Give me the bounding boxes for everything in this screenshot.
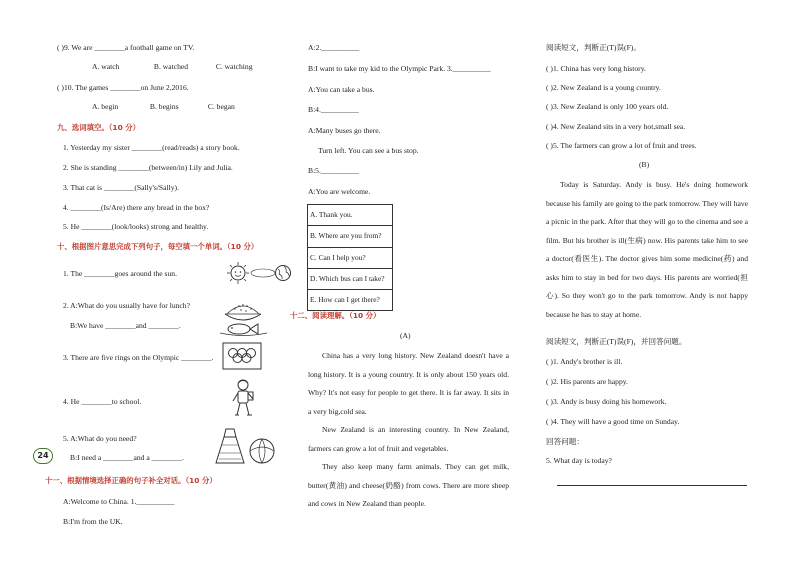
dialog-line: A:You are welcome.: [308, 187, 371, 196]
sec11-item: A:Welcome to China. 1.__________: [63, 497, 175, 506]
skirt-ball-picture: [214, 425, 280, 467]
sun-icon: [227, 262, 249, 284]
q10-option-c: C. began: [207, 102, 235, 111]
q9-options: [92, 62, 253, 72]
sec10-item: B:We have ________and ________.: [70, 321, 181, 330]
sec11-item: B:I'm from the UK.: [63, 517, 123, 526]
choice-d: D. Which bus can I take?: [308, 269, 392, 290]
q9-stem: ( )9. We are ________a football game on TV.: [57, 43, 195, 52]
instruction-a: 阅读短文，判断正(T)误(F)。: [546, 43, 641, 52]
walking-boy-picture: [229, 377, 259, 422]
passage-a-paragraph: China has a very long history. New Zealand doesn't have a long history. It is a young country. It is only about 150 years old. Why? It's not easy for people to get there. It is far away. It sits in a very big,cold sea.: [308, 351, 509, 416]
sec10-item: B:I need a ________and a ________.: [70, 453, 184, 462]
dialog-line: A:Many buses go there.: [308, 126, 381, 135]
sec10-item: 3. There are five rings on the Olympic ________.: [63, 353, 214, 362]
tf-a-item: ( )3. New Zealand is only 100 years old.: [546, 102, 669, 111]
sec10-item: 5. A:What do you need?: [63, 434, 137, 443]
section-9-title: 九、选词填空。（10 分）: [57, 123, 141, 132]
rice-bowl-icon: [225, 304, 261, 320]
passage-a-paragraph: They also keep many farm animals. They can get milk, butter(黄油) and cheese(奶酪) from cows. There are more sheep and cows in New Zealand than people.: [308, 462, 509, 508]
page-number: 24: [33, 448, 53, 464]
tf-b-item: ( )4. They will have a good time on Sunday.: [546, 417, 680, 426]
q10-stem: ( )10. The games ________on June 2,2016.: [57, 83, 189, 92]
tf-a-item: ( )4. New Zealand sits in a very hot,small sea.: [546, 122, 686, 131]
instruction-b: 阅读短文，判断正(T)误(F)，并回答问题。: [546, 337, 687, 346]
lunch-picture: [215, 296, 275, 338]
q9-option-b: B. watched: [153, 62, 189, 71]
olympic-rings-icon: [229, 349, 256, 363]
q10-option-b: B. begins: [149, 102, 179, 111]
olympic-flag-picture: [222, 342, 262, 370]
choice-b: B. Where are you from?: [308, 226, 392, 247]
tf-b-item: ( )3. Andy is busy doing his homework.: [546, 397, 667, 406]
fish-icon: [220, 324, 267, 336]
answer-line: [557, 485, 747, 486]
dialog-line: A:You can take a bus.: [308, 85, 375, 94]
dialog-line: Turn left. You can see a bus stop.: [318, 146, 419, 155]
passage-a-paragraph: New Zealand is an interesting country. In New Zealand, farmers can grow a lot of fruit and vegetables.: [308, 425, 509, 453]
section-11-title: 十一、根据情境选择正确的句子补全对话。（10 分）: [45, 476, 217, 485]
passage-a-label: (A): [400, 331, 411, 340]
answer-title: 回答问题：: [546, 437, 584, 446]
q9-option-c: C. watching: [215, 62, 253, 71]
orbit-icon: [251, 269, 275, 277]
sec9-item: 4. ________(Is/Are) there any bread in the box?: [63, 203, 210, 212]
sec9-item: 2. She is standing ________(between/in) Lily and Julia.: [63, 163, 233, 172]
boy-walking-icon: [233, 380, 253, 415]
passage-a: [308, 347, 509, 514]
tf-a-item: ( )2. New Zealand is a young country.: [546, 83, 661, 92]
dialog-line: A:2.__________: [308, 43, 360, 52]
dialog-line: B:4.__________: [308, 105, 359, 114]
tf-b-item: ( )1. Andy's brother is ill.: [546, 357, 623, 366]
tf-a-item: ( )5. The farmers can grow a lot of fruit and trees.: [546, 141, 697, 150]
passage-b-label: (B): [639, 160, 650, 169]
dialog-line: B:I want to take my kid to the Olympic Park. 3.__________: [308, 64, 491, 73]
choice-e: E. How can I get there?: [310, 295, 380, 305]
sec9-item: 3. That cat is ________(Sally's/Sally).: [63, 183, 179, 192]
q10-option-a: A. begin: [92, 102, 119, 111]
q10-options: [92, 102, 235, 112]
passage-b-paragraph: Today is Saturday. Andy is busy. He's doing homework because his family are going to the park tomorrow. They will have a picnic in the park. After that they will go to the cinema and see a film. But his brother is ill(生病) now. His parents take him to see a doctor(看医生). The doctor gives him some medicine(药) and asks him to stay in bed for two days. His parents are worried(担心). So they won't go to the park tomorrow. Andy is not happy because he has to stay at home.: [546, 180, 748, 319]
section-10-title: 十、根据图片意思完成下列句子，每空填一个单词。（10 分）: [57, 242, 259, 251]
choice-a: A. Thank you.: [308, 205, 392, 226]
dialog-line: B:5.__________: [308, 166, 359, 175]
sec10-item: 2. A:What do you usually have for lunch?: [63, 301, 190, 310]
section-12-title: 十二、阅读理解。（10 分）: [290, 311, 381, 320]
choice-c: C. Can I help you?: [308, 248, 392, 269]
passage-b: [546, 176, 748, 324]
dress-icon: [216, 429, 244, 463]
question-5: 5. What day is today?: [546, 456, 612, 465]
tf-a-item: ( )1. China has very long history.: [546, 64, 646, 73]
sec9-item: 5. He ________(look/looks) strong and healthy.: [63, 222, 209, 231]
sec10-item: 4. He ________to school.: [63, 397, 142, 406]
q9-option-a: A. watch: [92, 62, 120, 71]
earth-sun-picture: [213, 260, 293, 286]
sec10-item: 1. The ________goes around the sun.: [63, 269, 177, 278]
tf-b-item: ( )2. His parents are happy.: [546, 377, 628, 386]
ball-icon: [250, 439, 274, 463]
earth-icon: [276, 266, 291, 281]
sec9-item: 1. Yesterday my sister ________(read/reads) a story book.: [63, 143, 240, 152]
choices-box: [307, 204, 393, 311]
